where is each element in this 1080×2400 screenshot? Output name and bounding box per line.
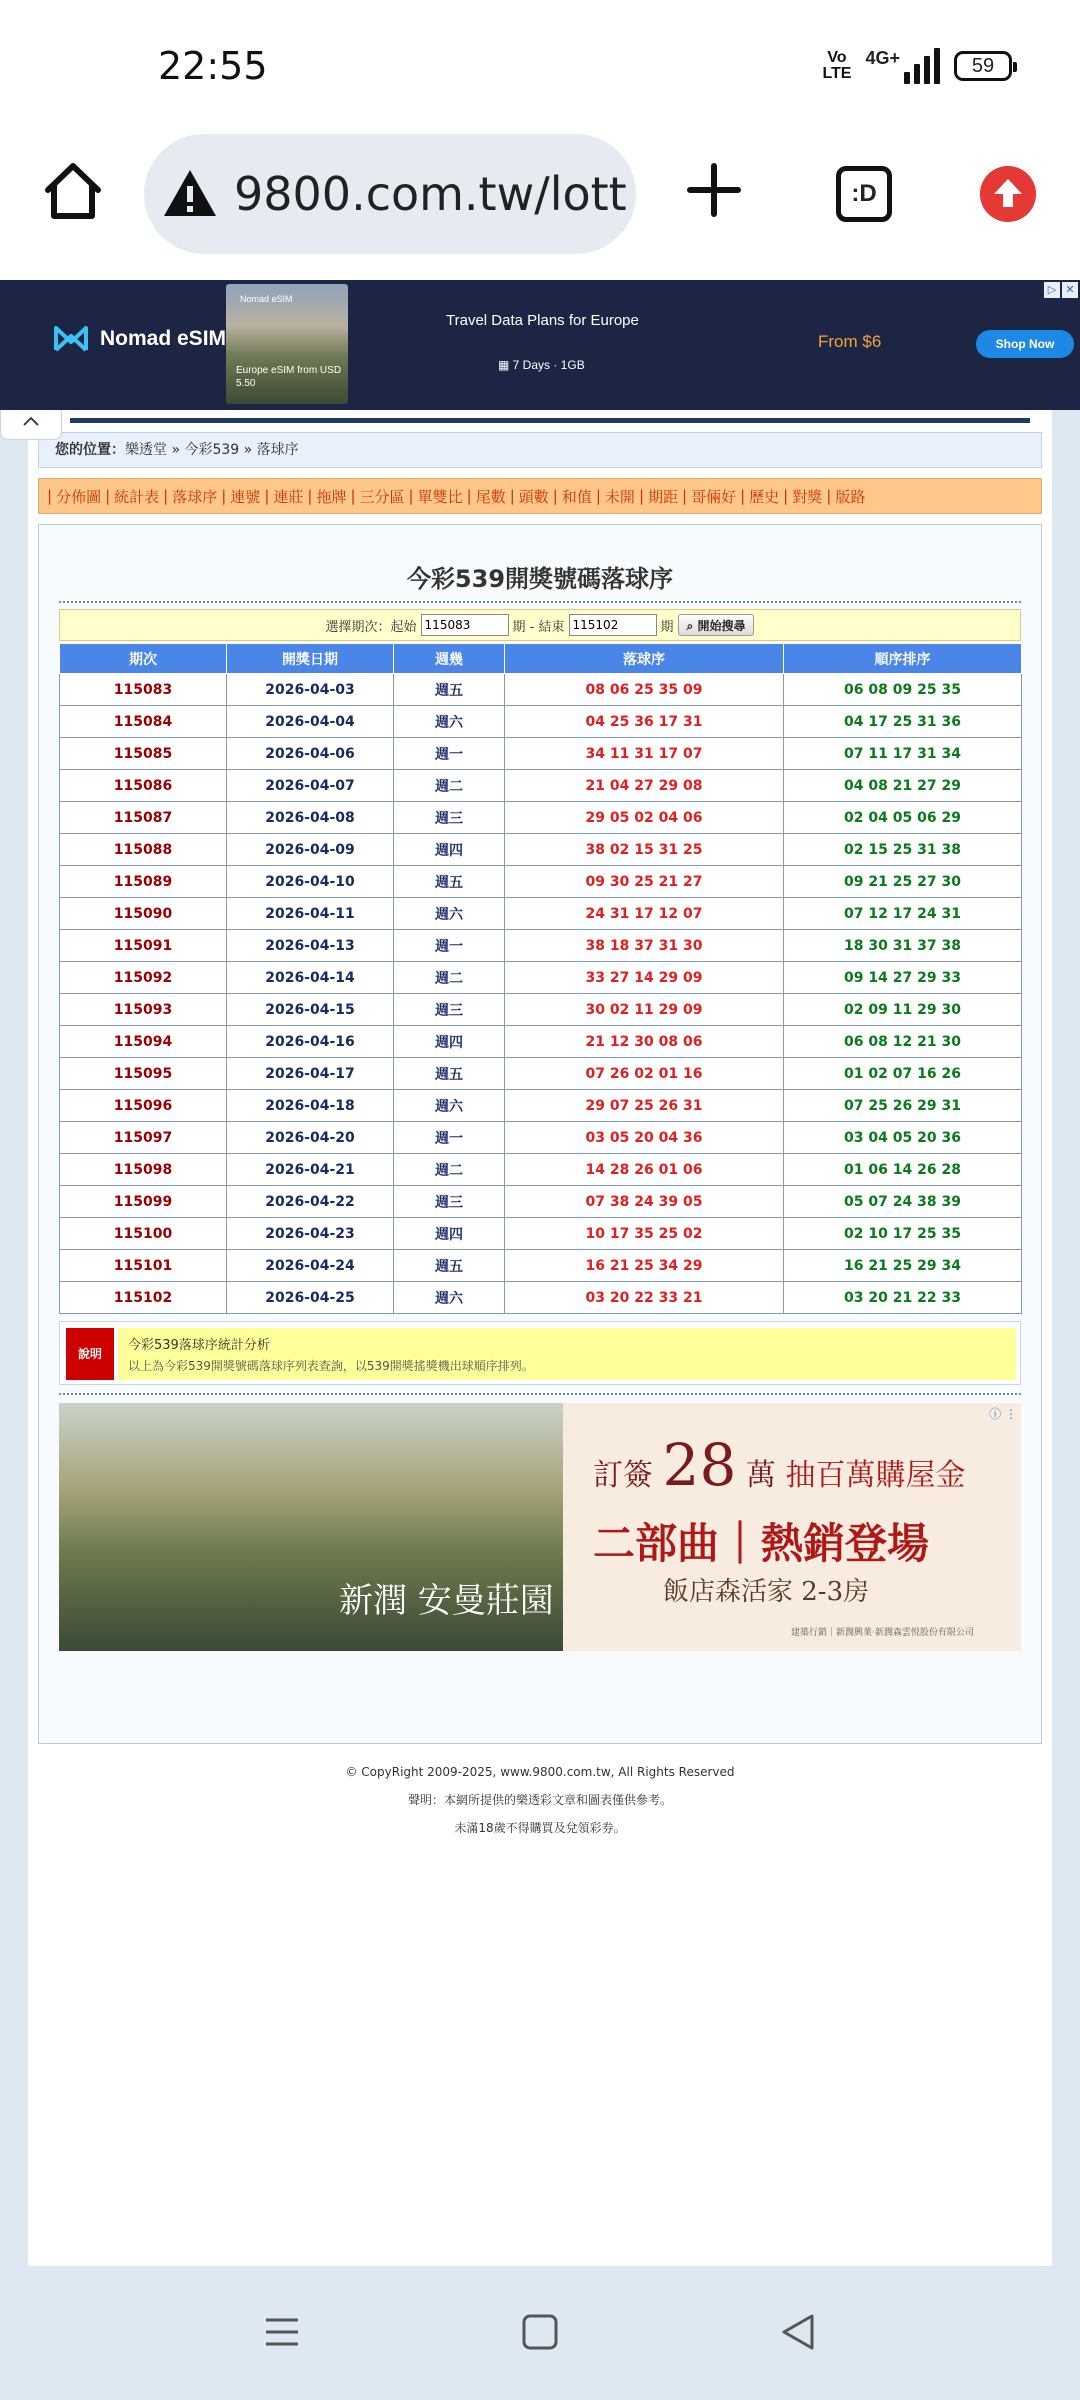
nav-item[interactable]: 頭數 <box>518 487 549 506</box>
cell-fall-order: 07 26 02 01 16 <box>505 1058 784 1090</box>
note-badge: 說明 <box>66 1328 114 1380</box>
ad-title: Travel Data Plans for Europe <box>446 312 639 329</box>
status-bar <box>0 0 1080 130</box>
cell-issue: 115090 <box>60 898 227 930</box>
breadcrumb-separator: » <box>239 442 257 458</box>
cell-date: 2026-04-15 <box>227 994 394 1026</box>
ad-logo <box>52 324 226 354</box>
ad-photo-caption: Europe eSIM from USD 5.50 <box>236 365 342 389</box>
browser-toolbar <box>0 130 1080 280</box>
ad-line1-b: 萬 <box>745 1458 776 1493</box>
title-divider <box>59 601 1021 603</box>
update-icon[interactable] <box>980 166 1036 222</box>
table-row <box>60 770 1022 802</box>
nav-separator: | <box>105 487 111 505</box>
url-text[interactable]: 9800.com.tw/lott <box>234 167 627 221</box>
table-row <box>60 930 1022 962</box>
clock: 22:55 <box>158 44 268 88</box>
real-estate-ad-line3: 飯店森活家 2-3房 <box>663 1577 870 1607</box>
cell-fall-order: 21 12 30 08 06 <box>505 1026 784 1058</box>
table-row <box>60 1026 1022 1058</box>
cell-issue: 115098 <box>60 1154 227 1186</box>
filter-start-label: 選擇期次：起始 <box>325 619 417 635</box>
cell-sorted: 09 21 25 27 30 <box>784 866 1022 898</box>
note-title: 今彩539落球序統計分析 <box>128 1338 270 1353</box>
address-bar[interactable] <box>144 134 636 254</box>
cell-sorted: 04 17 25 31 36 <box>784 706 1022 738</box>
cell-issue: 115099 <box>60 1186 227 1218</box>
page-footer <box>28 1758 1052 1842</box>
cell-issue: 115086 <box>60 770 227 802</box>
nav-separator: | <box>221 487 227 505</box>
cell-sorted: 18 30 31 37 38 <box>784 930 1022 962</box>
footer-copyright: © CopyRight 2009-2025, www.9800.com.tw, All Rights Reserved <box>345 1765 735 1779</box>
header-issue: 期次 <box>60 644 227 674</box>
nomad-logo-icon <box>52 324 90 354</box>
table-row <box>60 1090 1022 1122</box>
cell-date: 2026-04-25 <box>227 1282 394 1314</box>
new-tab-icon[interactable] <box>684 160 744 220</box>
calendar-icon: ▦ <box>498 358 513 372</box>
cell-fall-order: 30 02 11 29 09 <box>505 994 784 1026</box>
cell-weekday: 週二 <box>394 1154 505 1186</box>
breadcrumb-separator: » <box>167 442 185 458</box>
table-row <box>60 706 1022 738</box>
note-box <box>59 1321 1021 1385</box>
home-icon[interactable] <box>40 158 106 224</box>
battery-icon: 59 <box>954 51 1012 81</box>
nav-item[interactable]: 哥倆好 <box>691 487 737 506</box>
period-filter <box>59 609 1021 641</box>
cell-sorted: 02 15 25 31 38 <box>784 834 1022 866</box>
ad-shop-now-button[interactable]: Shop Now <box>976 330 1074 358</box>
ad-price: From $6 <box>818 332 882 351</box>
cell-date: 2026-04-11 <box>227 898 394 930</box>
nav-separator: | <box>408 487 414 505</box>
cell-issue: 115100 <box>60 1218 227 1250</box>
table-row <box>60 802 1022 834</box>
chevron-up-icon[interactable] <box>20 410 42 432</box>
cell-issue: 115091 <box>60 930 227 962</box>
ad-subtitle <box>498 358 585 372</box>
ad-close-icon[interactable]: ✕ <box>1062 282 1078 298</box>
nav-separator: | <box>466 487 472 505</box>
cell-weekday: 週五 <box>394 674 505 706</box>
nav-separator: | <box>783 487 789 505</box>
footer-age-notice: 未滿18歲不得購買及兌領彩券。 <box>454 1821 626 1835</box>
cell-weekday: 週一 <box>394 930 505 962</box>
real-estate-ad-footer: 建築行銷｜新潤興業‧新潤森雲悦股份有限公司 <box>791 1628 974 1638</box>
ad-photo <box>226 284 348 404</box>
ad-line1-a: 訂簽 <box>593 1458 653 1493</box>
nav-item[interactable]: 連號 <box>230 487 261 506</box>
nav-item[interactable]: 對獎 <box>792 487 823 506</box>
table-row <box>60 1186 1022 1218</box>
nav-item[interactable]: 分佈圖 <box>56 487 102 506</box>
cell-weekday: 週三 <box>394 1186 505 1218</box>
home-nav-icon[interactable] <box>520 2312 560 2352</box>
cell-issue: 115092 <box>60 962 227 994</box>
table-row <box>60 834 1022 866</box>
cell-sorted: 09 14 27 29 33 <box>784 962 1022 994</box>
cell-issue: 115085 <box>60 738 227 770</box>
cell-issue: 115102 <box>60 1282 227 1314</box>
cell-weekday: 週四 <box>394 1026 505 1058</box>
cell-sorted: 03 20 21 22 33 <box>784 1282 1022 1314</box>
nav-separator: | <box>740 487 746 505</box>
nav-item[interactable]: 版路 <box>835 487 866 506</box>
cell-weekday: 週四 <box>394 834 505 866</box>
cell-fall-order: 03 05 20 04 36 <box>505 1122 784 1154</box>
adchoices-icon[interactable]: ▷ <box>1044 282 1060 298</box>
cell-weekday: 週二 <box>394 962 505 994</box>
cell-fall-order: 08 06 25 35 09 <box>505 674 784 706</box>
note-body <box>118 1328 1016 1380</box>
ad-photo-brand: Nomad eSIM <box>240 294 293 304</box>
footer-disclaimer: 聲明：本網所提供的樂透彩文章和圖表僅供參考。 <box>407 1793 672 1807</box>
page-title: 今彩539開獎號碼落球序 <box>406 565 674 593</box>
cell-date: 2026-04-06 <box>227 738 394 770</box>
cell-fall-order: 24 31 17 12 07 <box>505 898 784 930</box>
cell-date: 2026-04-22 <box>227 1186 394 1218</box>
table-row <box>60 1058 1022 1090</box>
table-row <box>60 738 1022 770</box>
breadcrumb <box>38 432 1042 468</box>
nav-item[interactable]: 統計表 <box>114 487 160 506</box>
cell-fall-order: 29 05 02 04 06 <box>505 802 784 834</box>
table-row <box>60 866 1022 898</box>
table-row <box>60 1218 1022 1250</box>
cell-issue: 115093 <box>60 994 227 1026</box>
recent-apps-icon[interactable] <box>262 2312 302 2352</box>
table-header-row <box>60 644 1022 674</box>
nav-item[interactable]: 拖牌 <box>316 487 347 506</box>
cell-fall-order: 09 30 25 21 27 <box>505 866 784 898</box>
real-estate-ad-photo <box>59 1403 563 1651</box>
cell-weekday: 週五 <box>394 866 505 898</box>
cell-fall-order: 33 27 14 29 09 <box>505 962 784 994</box>
search-icon: ⌕ <box>686 618 698 633</box>
network-type: 4G+ <box>865 48 900 68</box>
tab-switcher-button[interactable]: :D <box>836 166 892 222</box>
cell-fall-order: 03 20 22 33 21 <box>505 1282 784 1314</box>
cell-sorted: 01 06 14 26 28 <box>784 1154 1022 1186</box>
table-row <box>60 1122 1022 1154</box>
header-sorted: 順序排序 <box>784 644 1022 674</box>
ad-logo-text: Nomad eSIM <box>100 327 227 350</box>
start-period-input[interactable] <box>421 614 509 636</box>
cell-date: 2026-04-18 <box>227 1090 394 1122</box>
cell-date: 2026-04-14 <box>227 962 394 994</box>
ad-line1-c: 抽百萬購屋金 <box>785 1458 966 1493</box>
nav-separator: | <box>350 487 356 505</box>
breadcrumb-link-home[interactable]: 樂透堂 <box>125 442 167 458</box>
cell-sorted: 06 08 09 25 35 <box>784 674 1022 706</box>
nav-item[interactable]: 落球序 <box>172 487 218 506</box>
cell-sorted: 04 08 21 27 29 <box>784 770 1022 802</box>
cell-weekday: 週四 <box>394 1218 505 1250</box>
cell-weekday: 週五 <box>394 1250 505 1282</box>
nav-separator: | <box>307 487 313 505</box>
top-ad-banner[interactable] <box>0 280 1080 410</box>
real-estate-ad-line1 <box>593 1431 965 1499</box>
cell-weekday: 週六 <box>394 1090 505 1122</box>
table-row <box>60 994 1022 1026</box>
cell-sorted: 03 04 05 20 36 <box>784 1122 1022 1154</box>
cell-issue: 115095 <box>60 1058 227 1090</box>
cell-sorted: 01 02 07 16 26 <box>784 1058 1022 1090</box>
cell-weekday: 週二 <box>394 770 505 802</box>
cell-sorted: 16 21 25 29 34 <box>784 1250 1022 1282</box>
nav-item[interactable]: 連莊 <box>273 487 304 506</box>
ad-choices[interactable] <box>1044 282 1078 298</box>
cell-sorted: 07 12 17 24 31 <box>784 898 1022 930</box>
cell-issue: 115097 <box>60 1122 227 1154</box>
cell-fall-order: 10 17 35 25 02 <box>505 1218 784 1250</box>
ad-info-icon[interactable]: ⓘ ⋮ <box>989 1407 1017 1421</box>
breadcrumb-current: 落球序 <box>256 442 299 458</box>
ad-line1-number: 28 <box>662 1431 737 1499</box>
back-icon[interactable] <box>778 2312 818 2352</box>
search-button-label: 開始搜尋 <box>697 618 746 633</box>
cell-weekday: 週六 <box>394 706 505 738</box>
nav-separator: | <box>163 487 169 505</box>
cell-issue: 115083 <box>60 674 227 706</box>
nav-item[interactable]: 歷史 <box>749 487 780 506</box>
nav-separator: | <box>552 487 558 505</box>
cell-fall-order: 21 04 27 29 08 <box>505 770 784 802</box>
cell-date: 2026-04-23 <box>227 1218 394 1250</box>
cell-date: 2026-04-08 <box>227 802 394 834</box>
table-row <box>60 898 1022 930</box>
system-navigation-bar <box>0 2268 1080 2400</box>
content-box <box>38 524 1042 1744</box>
table-row <box>60 1154 1022 1186</box>
cell-date: 2026-04-16 <box>227 1026 394 1058</box>
header-date: 開獎日期 <box>227 644 394 674</box>
cell-issue: 115094 <box>60 1026 227 1058</box>
cell-issue: 115084 <box>60 706 227 738</box>
cell-weekday: 週三 <box>394 802 505 834</box>
cell-sorted: 06 08 12 21 30 <box>784 1026 1022 1058</box>
nav-separator: | <box>826 487 832 505</box>
table-row <box>60 1282 1022 1314</box>
cell-date: 2026-04-20 <box>227 1122 394 1154</box>
nav-item[interactable]: 三分區 <box>359 487 405 506</box>
cell-weekday: 週一 <box>394 1122 505 1154</box>
cell-sorted: 07 11 17 31 34 <box>784 738 1022 770</box>
cell-fall-order: 38 02 15 31 25 <box>505 834 784 866</box>
nav-item[interactable]: 和值 <box>561 487 592 506</box>
real-estate-ad[interactable] <box>59 1403 1021 1651</box>
cell-weekday: 週一 <box>394 738 505 770</box>
note-divider <box>59 1393 1021 1395</box>
end-period-input[interactable] <box>569 614 657 636</box>
nav-separator: | <box>595 487 601 505</box>
nav-item[interactable]: 期距 <box>648 487 679 506</box>
cell-date: 2026-04-21 <box>227 1154 394 1186</box>
collapse-ad-button[interactable] <box>0 410 62 440</box>
cell-fall-order: 14 28 26 01 06 <box>505 1154 784 1186</box>
cell-fall-order: 34 11 31 17 07 <box>505 738 784 770</box>
filter-end-label: 期 - 結束 <box>512 619 565 635</box>
nav-separator: | <box>638 487 644 505</box>
top-divider <box>70 418 1030 423</box>
cell-date: 2026-04-03 <box>227 674 394 706</box>
volte-icon: Vo LTE <box>822 49 852 82</box>
header-fall-order: 落球序 <box>505 644 784 674</box>
search-button[interactable] <box>678 614 755 636</box>
cell-fall-order: 38 18 37 31 30 <box>505 930 784 962</box>
real-estate-ad-copy <box>563 1403 1021 1651</box>
cell-date: 2026-04-24 <box>227 1250 394 1282</box>
cell-date: 2026-04-09 <box>227 834 394 866</box>
table-row <box>60 674 1022 706</box>
cell-fall-order: 04 25 36 17 31 <box>505 706 784 738</box>
cell-sorted: 05 07 24 38 39 <box>784 1186 1022 1218</box>
cell-sorted: 02 04 05 06 29 <box>784 802 1022 834</box>
category-nav <box>38 478 1042 514</box>
cell-sorted: 02 10 17 25 35 <box>784 1218 1022 1250</box>
real-estate-ad-name: 新潤 安曼莊園 <box>339 1581 554 1621</box>
nav-item[interactable]: 未開 <box>604 487 635 506</box>
cell-fall-order: 07 38 24 39 05 <box>505 1186 784 1218</box>
signal-icon <box>865 48 940 84</box>
cell-issue: 115096 <box>60 1090 227 1122</box>
cell-date: 2026-04-13 <box>227 930 394 962</box>
page-content <box>28 410 1052 2266</box>
cell-weekday: 週六 <box>394 1282 505 1314</box>
nav-separator: | <box>47 487 53 505</box>
cell-date: 2026-04-17 <box>227 1058 394 1090</box>
cell-fall-order: 16 21 25 34 29 <box>505 1250 784 1282</box>
cell-weekday: 週三 <box>394 994 505 1026</box>
nav-item[interactable]: 尾數 <box>475 487 506 506</box>
table-body <box>60 674 1022 1314</box>
nav-item[interactable]: 單雙比 <box>417 487 463 506</box>
breadcrumb-link-539[interactable]: 今彩539 <box>184 442 240 458</box>
cell-sorted: 02 09 11 29 30 <box>784 994 1022 1026</box>
cell-fall-order: 29 07 25 26 31 <box>505 1090 784 1122</box>
breadcrumb-label: 您的位置： <box>55 442 125 458</box>
cell-date: 2026-04-10 <box>227 866 394 898</box>
cell-date: 2026-04-07 <box>227 770 394 802</box>
cell-issue: 115101 <box>60 1250 227 1282</box>
cell-weekday: 週六 <box>394 898 505 930</box>
status-icons <box>822 48 1012 84</box>
cell-issue: 115088 <box>60 834 227 866</box>
warning-icon[interactable] <box>162 166 218 222</box>
real-estate-ad-line2: 二部曲｜熱銷登場 <box>593 1519 930 1568</box>
table-row <box>60 962 1022 994</box>
cell-issue: 115087 <box>60 802 227 834</box>
cell-date: 2026-04-04 <box>227 706 394 738</box>
cell-sorted: 07 25 26 29 31 <box>784 1090 1022 1122</box>
table-row <box>60 1250 1022 1282</box>
cell-issue: 115089 <box>60 866 227 898</box>
nav-separator: | <box>264 487 270 505</box>
cell-weekday: 週五 <box>394 1058 505 1090</box>
nav-separator: | <box>682 487 688 505</box>
header-weekday: 週幾 <box>394 644 505 674</box>
draw-order-table <box>59 643 1022 1314</box>
nav-separator: | <box>509 487 515 505</box>
ad-subtitle-text: 7 Days · 1GB <box>512 358 585 372</box>
filter-suffix: 期 <box>660 619 674 635</box>
note-text: 以上為今彩539開獎號碼落球序列表查詢，以539開獎搖獎機出球順序排列。 <box>128 1359 534 1373</box>
